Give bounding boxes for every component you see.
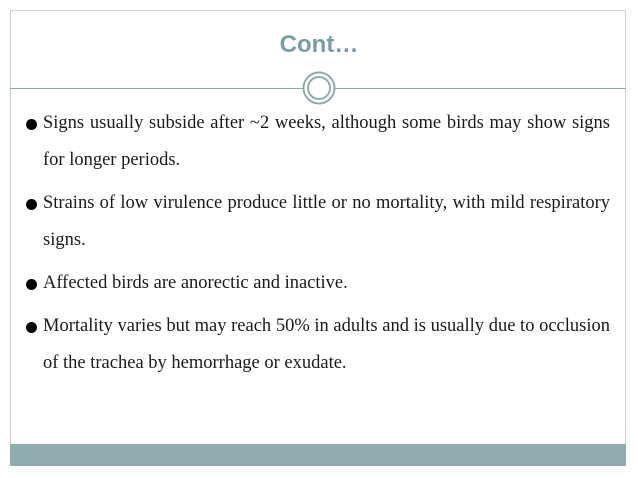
bullet-text: Signs usually subside after ~2 weeks, although some birds may show signs for longer periods. xyxy=(43,113,610,170)
bullet-list xyxy=(26,105,610,388)
slide-title: Cont… xyxy=(279,31,359,58)
bullet-item xyxy=(26,185,610,259)
bullet-item xyxy=(26,105,610,179)
footer-bar xyxy=(10,444,626,466)
bullet-dot-icon xyxy=(26,199,37,210)
bullet-dot-icon xyxy=(26,322,37,333)
bullet-text: Strains of low virulence produce little or no mortality, with mild respiratory signs. xyxy=(43,193,610,250)
bullet-item xyxy=(26,308,610,382)
bullet-dot-icon xyxy=(26,119,37,130)
circle-ornament-icon xyxy=(302,71,336,105)
bullet-dot-icon xyxy=(26,279,37,290)
bullet-text: Mortality varies but may reach 50% in adults and is usually due to occlusion of the trachea by hemorrhage or exudate. xyxy=(43,316,610,373)
bullet-item xyxy=(26,265,610,302)
bullet-text: Affected birds are anorectic and inactive. xyxy=(43,273,348,293)
